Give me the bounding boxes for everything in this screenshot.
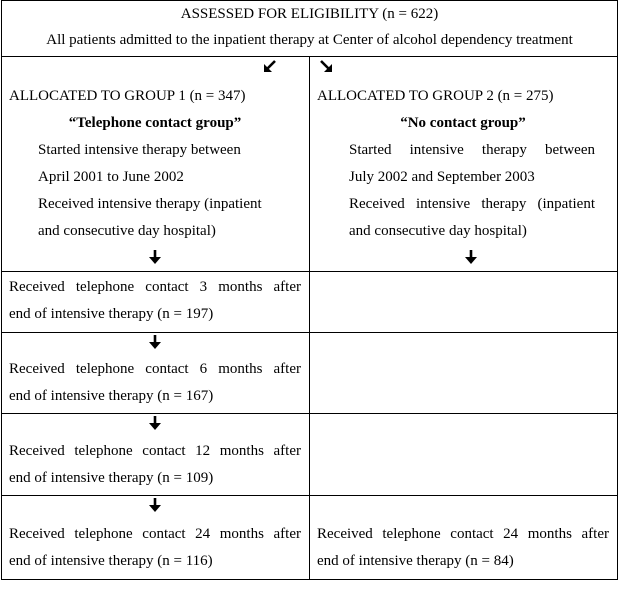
group1-allocation: ALLOCATED TO GROUP 1 (n = 347) [9, 88, 246, 104]
group1-received-line1: Received intensive therapy (inpatient [38, 196, 262, 212]
eligibility-title: ASSESSED FOR ELIGIBILITY (n = 622) [180, 6, 439, 22]
column-divider [309, 56, 310, 580]
arrow-down-icon [463, 249, 479, 265]
group2-received-line2: and consecutive day hospital) [349, 223, 527, 239]
followup-6m-line1: Received telephone contact 6 months after [9, 361, 301, 377]
followup-24m-group2-line2: end of intensive therapy (n = 84) [317, 553, 514, 569]
followup-12m-line2: end of intensive therapy (n = 109) [9, 470, 214, 486]
arrow-down-icon [147, 497, 163, 513]
group2-name: “No contact group” [400, 115, 526, 131]
arrow-down-icon [147, 249, 163, 265]
group1-start-line1: Started intensive therapy between [38, 142, 241, 158]
group1-start-line2: April 2001 to June 2002 [38, 169, 184, 185]
followup-24m-group1-line1: Received telephone contact 24 months after [9, 526, 301, 542]
followup-3m-line2: end of intensive therapy (n = 197) [9, 306, 214, 322]
group2-start-line1: Started intensive therapy between [349, 142, 595, 158]
group1-name: “Telephone contact group” [68, 115, 242, 131]
group2-start-line2: July 2002 and September 2003 [349, 169, 535, 185]
followup-24m-group1-line2: end of intensive therapy (n = 116) [9, 553, 213, 569]
group2-received-line1: Received intensive therapy (inpatient [349, 196, 595, 212]
group2-allocation: ALLOCATED TO GROUP 2 (n = 275) [317, 88, 554, 104]
followup-12m-line1: Received telephone contact 12 months after [9, 443, 301, 459]
followup-3m-line1: Received telephone contact 3 months after [9, 279, 301, 295]
followup-6m-line2: end of intensive therapy (n = 167) [9, 388, 214, 404]
arrow-down-right-icon [318, 58, 334, 74]
followup-24m-group2-line1: Received telephone contact 24 months after [317, 526, 609, 542]
eligibility-description: All patients admitted to the inpatient therapy at Center of alcohol dependency treatment [46, 32, 573, 48]
group1-received-line2: and consecutive day hospital) [38, 223, 216, 239]
arrow-down-icon [147, 415, 163, 431]
arrow-down-icon [147, 334, 163, 350]
arrow-down-left-icon [262, 58, 278, 74]
